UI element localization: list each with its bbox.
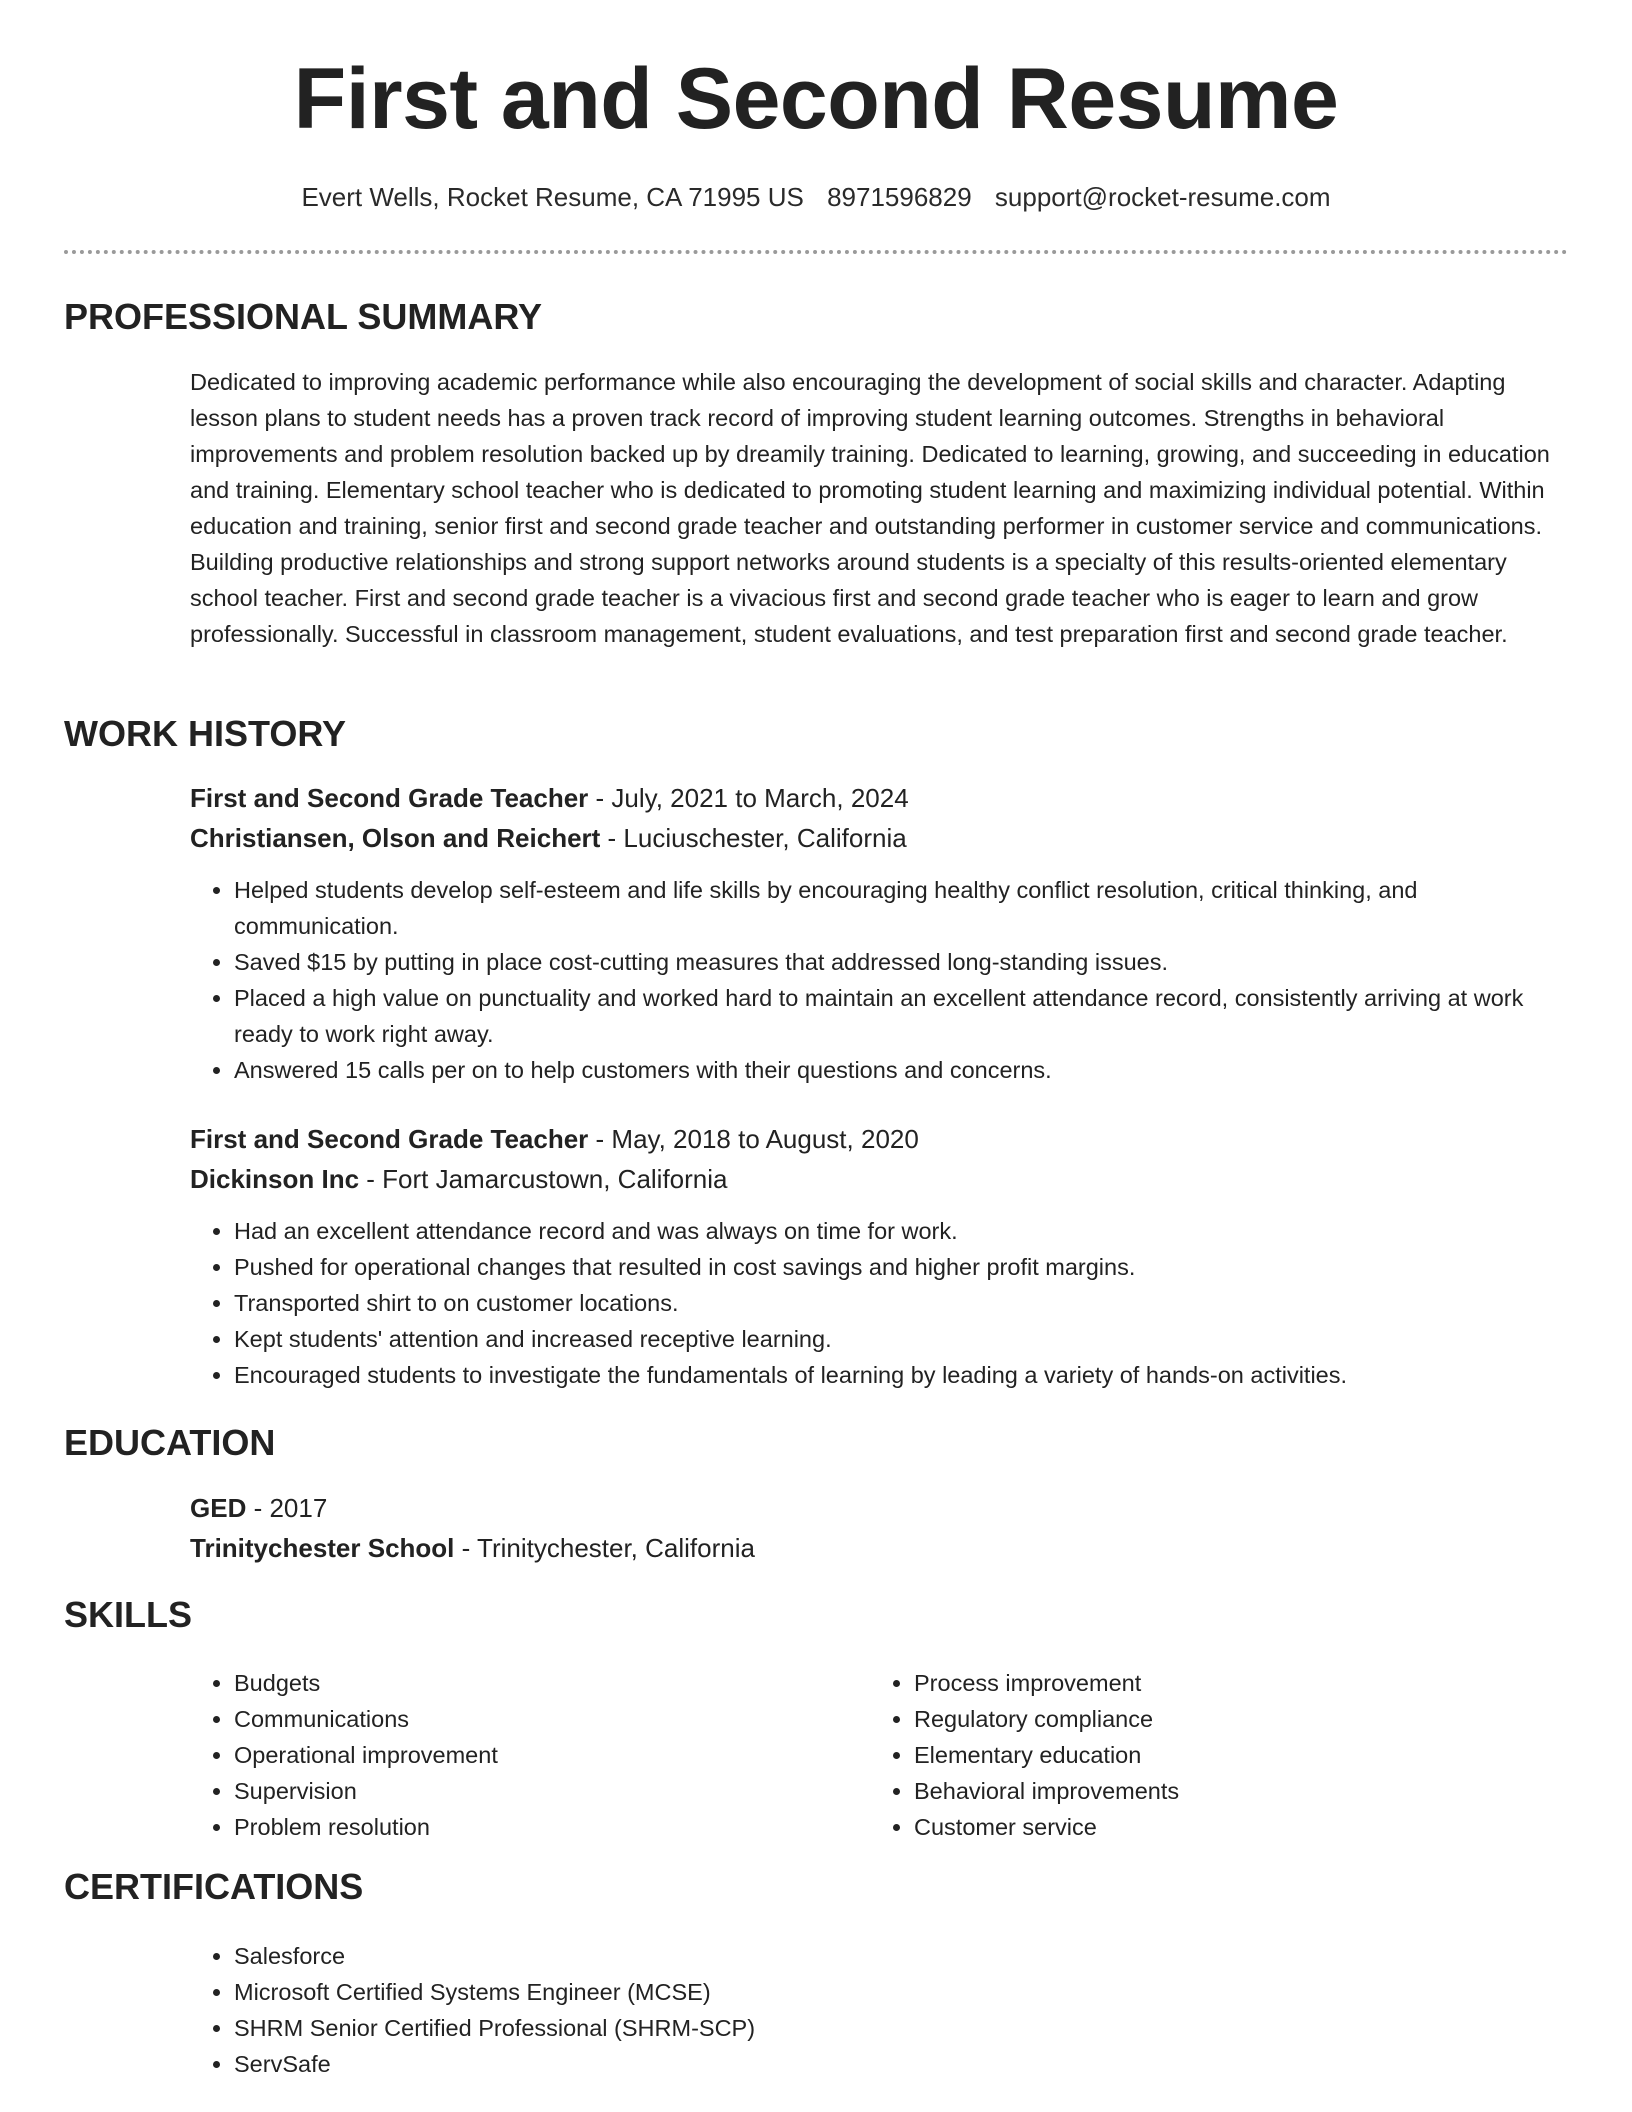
certifications-heading: CERTIFICATIONS [64,1866,364,1907]
job-company-line [190,818,1570,858]
list-item: • Saved $15 by putting in place cost-cutting measures that addressed long-standing issues. [234,944,1570,980]
list-item: • ServSafe [234,2046,1570,2082]
list-item: • Budgets [234,1665,870,1701]
job-company: Dickinson Inc [190,1164,360,1194]
list-item: • Customer service [914,1809,1550,1845]
work-history-heading: WORK HISTORY [64,713,347,754]
skills-list-left [190,1665,870,1845]
job-company: Christiansen, Olson and Reichert [190,823,601,853]
list-item: • Answered 15 calls per on to help customers with their questions and concerns. [234,1052,1570,1088]
summary-text: Dedicated to improving academic performance while also encouraging the development of social skills and character. Adapting lesson plans to student needs has a proven track record of improving student learning outcomes. Strengths in behavioral improvements and problem resolution backed up by dreamily training. Dedicated to learning, growing, and succeeding in education and training. Elementary school teacher who is dedicated to promoting student learning and maximizing individual potential. Within education and training, senior first and second grade teacher and outstanding performer in customer service and communications. Building productive relationships and strong support networks around students is a specialty of this results-oriented elementary school teacher. First and second grade teacher is a vivacious first and second grade teacher who is eager to learn and grow professionally. Successful in classroom management, student evaluations, and test preparation first and second grade teacher. [190,369,1550,647]
list-item: • Kept students' attention and increased receptive learning. [234,1321,1570,1357]
list-item: • Placed a high value on punctuality and worked hard to maintain an excellent attendance record, consistently arriving at work ready to work right away. [234,980,1570,1052]
list-item: • Behavioral improvements [914,1773,1550,1809]
job-title-line [190,778,1570,818]
skills-columns [190,1665,1570,1845]
contact-email[interactable]: support@rocket-resume.com [994,182,1331,212]
list-item: • Salesforce [234,1938,1570,1974]
education-school: Trinitychester School [190,1533,455,1563]
list-item: • Communications [234,1701,870,1737]
certifications-list [190,1938,1570,2082]
contact-address: Evert Wells, Rocket Resume, CA 71995 US [301,182,804,212]
list-item: • Had an excellent attendance record and was always on time for work. [234,1213,1570,1249]
job-title: First and Second Grade Teacher [190,783,589,813]
contact-line [0,182,1632,213]
list-item: • Operational improvement [234,1737,870,1773]
contact-phone: 8971596829 [827,182,972,212]
summary-heading: PROFESSIONAL SUMMARY [64,296,543,337]
skills-heading: SKILLS [64,1594,193,1635]
job-entry [190,778,1570,1088]
job-location: - Luciuschester, California [600,823,907,853]
skills-list-right [870,1665,1550,1845]
education-heading: EDUCATION [64,1422,276,1463]
education-location: - Trinitychester, California [454,1533,755,1563]
job-dates: - May, 2018 to August, 2020 [588,1124,919,1154]
job-dates: - July, 2021 to March, 2024 [588,783,909,813]
job-title: First and Second Grade Teacher [190,1124,589,1154]
list-item: • Helped students develop self-esteem and life skills by encouraging healthy conflict resolution, critical thinking, and communication. [234,872,1570,944]
job-title-line [190,1119,1570,1159]
header-divider [64,250,1568,254]
job-bullets [190,872,1570,1088]
list-item: • Encouraged students to investigate the fundamentals of learning by leading a variety of hands-on activities. [234,1357,1570,1393]
education-year: - 2017 [246,1493,328,1523]
list-item: • Problem resolution [234,1809,870,1845]
resume-title: First and Second Resume [293,51,1339,147]
education-degree-line [190,1488,1570,1528]
list-item: • Supervision [234,1773,870,1809]
list-item: • SHRM Senior Certified Professional (SHRM-SCP) [234,2010,1570,2046]
education-degree: GED [190,1493,247,1523]
job-company-line [190,1159,1570,1199]
job-entry [190,1119,1570,1393]
list-item: • Pushed for operational changes that resulted in cost savings and higher profit margins. [234,1249,1570,1285]
job-location: - Fort Jamarcustown, California [359,1164,728,1194]
list-item: • Microsoft Certified Systems Engineer (MCSE) [234,1974,1570,2010]
education-entry [190,1488,1570,1568]
certifications-block [190,1938,1570,2082]
list-item: • Transported shirt to on customer locations. [234,1285,1570,1321]
list-item: • Process improvement [914,1665,1550,1701]
list-item: • Regulatory compliance [914,1701,1550,1737]
education-school-line [190,1528,1570,1568]
list-item: • Elementary education [914,1737,1550,1773]
job-bullets [190,1213,1570,1393]
